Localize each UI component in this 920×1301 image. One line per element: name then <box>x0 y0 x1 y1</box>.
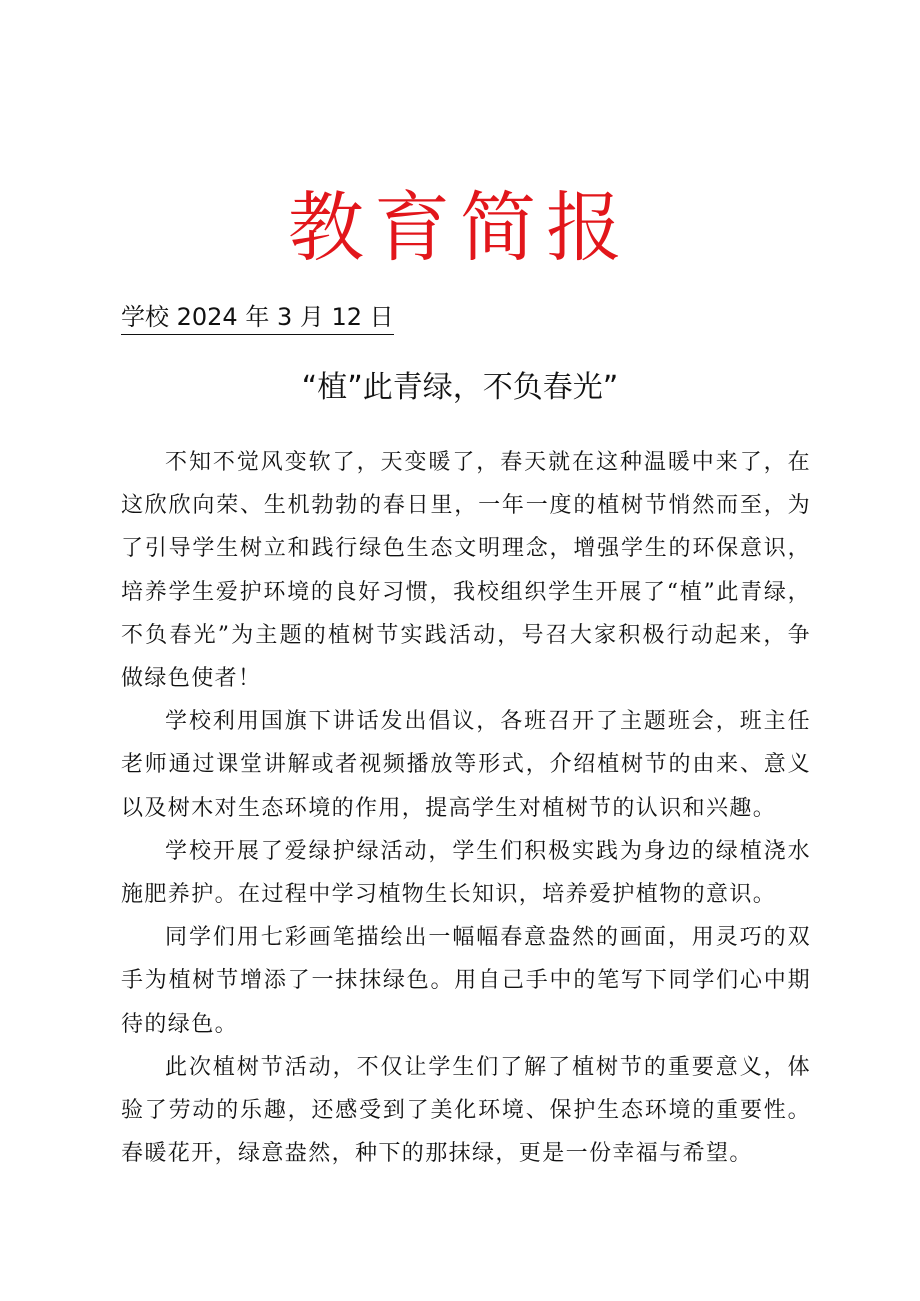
paragraph-drawing: 同学们用七彩画笔描绘出一幅幅春意盎然的画面，用灵巧的双手为植树节增添了一抹抹绿色。用自己手中的笔写下同学们心中期待的绿色。 <box>121 925 811 1037</box>
paragraph-conclusion: 此次植树节活动，不仅让学生们了解了植树节的重要意义，体验了劳动的乐趣，还感受到了美化环境、保护生态环境的重要性。春暖花开，绿意盎然，种下的那抹绿，更是一份幸福与希望。 <box>121 1054 811 1167</box>
paragraph-class-meeting: 学校利用国旗下讲话发出倡议，各班召开了主题班会，班主任老师通过课堂讲解或者视频播放等形式，介绍植树节的由来、意义以及树木对生态环境的作用，提高学生对植树节的认识和兴趣。 <box>121 709 811 821</box>
paragraph-intro: 不知不觉风变软了，天变暖了，春天就在这种温暖中来了，在这欣欣向荣、生机勃勃的春日里，一年一度的植树节悄然而至，为了引导学生树立和践行绿色生态文明理念，增强学生的环保意识，培养学生爱护环境的良好习惯，我校组织学生开展了“植”此青绿，不负春光”为主题的植树节实践活动，号召大家积极行动起来，争做绿色使者！ <box>121 450 811 692</box>
dateline: 学校 2024 年 3 月 12 日 <box>121 300 394 335</box>
paragraph-care-activity: 学校开展了爱绿护绿活动，学生们积极实践为身边的绿植浇水施肥养护。在过程中学习植物生长知识，培养爱护植物的意识。 <box>121 838 811 908</box>
masthead-title: 教育简报 <box>288 183 632 272</box>
article-headline: “植”此青绿，不负春光” <box>301 370 619 405</box>
article-body <box>121 441 811 1175</box>
